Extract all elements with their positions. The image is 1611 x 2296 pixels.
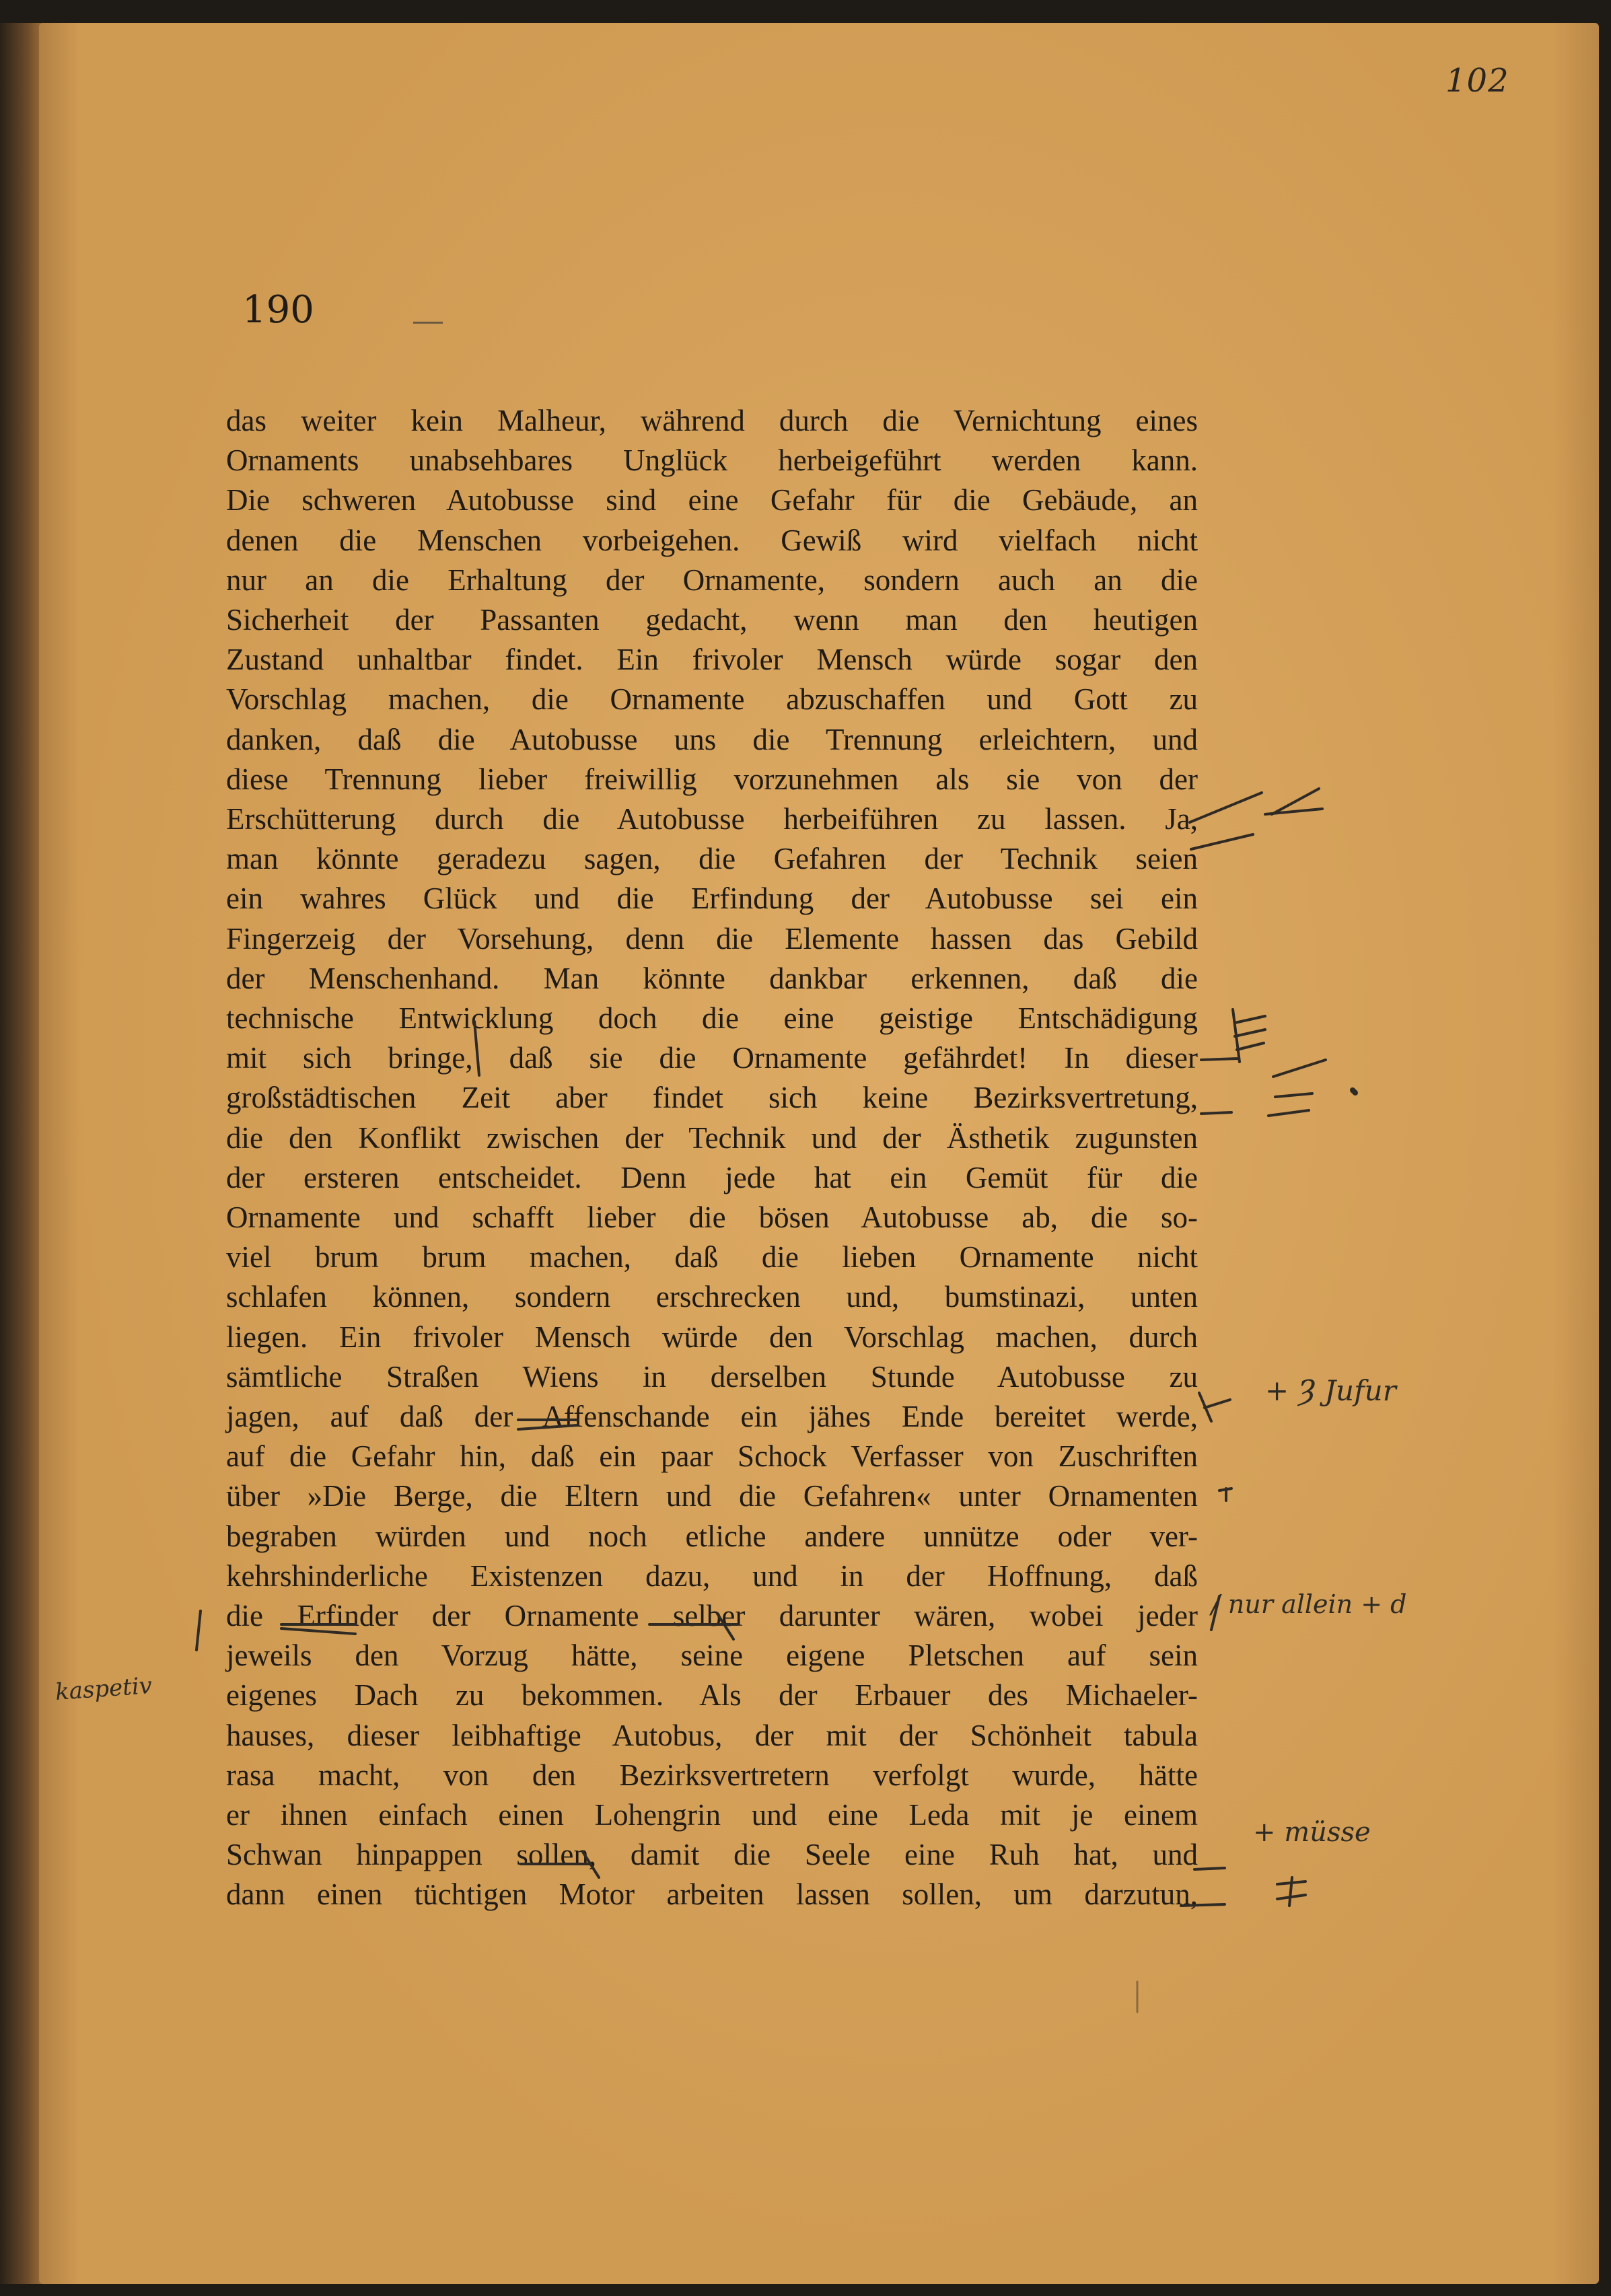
page-number: 190 [242, 288, 314, 332]
margin-note-right-2: / nur allein + d [1211, 1589, 1407, 1619]
text-line: Ornamente und schafft lieber die bösen Autobusse ab, die so- [226, 1200, 1198, 1234]
text-line: Erschütterung durch die Autobusse herbeiführen zu lassen. Ja, [226, 802, 1198, 836]
text-line: Die schweren Autobusse sind eine Gefahr für die Gebäude, an [226, 483, 1198, 517]
margin-note-right-3: + müsse [1253, 1817, 1371, 1848]
text-line: das weiter kein Malheur, während durch die Vernichtung eines [226, 404, 1198, 437]
text-line: Schwan hinpappen sollen, damit die Seele eine Ruh hat, und [226, 1838, 1198, 1872]
text-line: Sicherheit der Passanten gedacht, wenn man den heutigen [226, 603, 1198, 637]
text-line: rasa macht, von den Bezirksvertretern verfolgt wurde, hätte [226, 1758, 1198, 1792]
text-line: dann einen tüchtigen Motor arbeiten lassen sollen, um darzutun, [226, 1877, 1198, 1912]
text-line: mit sich bringe, daß sie die Ornamente gefährdet! In dieser [226, 1041, 1198, 1075]
text-line: der ersteren entscheidet. Denn jede hat ein Gemüt für die [226, 1160, 1198, 1194]
text-line: denen die Menschen vorbeigehen. Gewiß wird vielfach nicht [226, 523, 1198, 557]
text-line: Zustand unhaltbar findet. Ein frivoler Mensch würde sogar den [226, 643, 1198, 677]
text-line: kehrshinderliche Existenzen dazu, und in der Hoffnung, daß [226, 1558, 1198, 1593]
correction-mark [1265, 789, 1322, 814]
text-line: er ihnen einfach einen Lohengrin und eine Leda mit je einem [226, 1798, 1198, 1832]
text-line: liegen. Ein frivoler Mensch würde den Vorschlag machen, durch [226, 1320, 1198, 1354]
text-line: ein wahres Glück und die Erfindung der Autobusse sei ein [226, 882, 1198, 916]
text-line: man könnte geradezu sagen, die Gefahren der Technik seien [226, 842, 1198, 876]
text-line: diese Trennung lieber freiwillig vorzunehmen als sie von der [226, 762, 1198, 796]
text-line: sämtliche Straßen Wiens in derselben Stunde Autobusse zu [226, 1359, 1198, 1394]
text-line: die den Konflikt zwischen der Technik und der Ästhetik zugunsten [226, 1120, 1198, 1155]
text-line: großstädtischen Zeit aber findet sich keine Bezirksvertretung, [226, 1081, 1198, 1115]
text-line: viel brum brum machen, daß die lieben Ornamente nicht [226, 1240, 1198, 1275]
text-line: Vorschlag machen, die Ornamente abzuschaffen und Gott zu [226, 682, 1198, 717]
text-line: auf die Gefahr hin, daß ein paar Schock Verfasser von Zuschriften [226, 1439, 1198, 1474]
margin-note-left-1: kaspetiv [54, 1672, 153, 1706]
text-line: der Menschenhand. Man könnte dankbar erkennen, daß die [226, 961, 1198, 995]
text-line: nur an die Erhaltung der Ornamente, sondern auch an die [226, 563, 1198, 597]
text-line: jeweils den Vorzug hätte, seine eigene Pletschen auf sein [226, 1639, 1198, 1673]
text-line: technische Entwicklung doch die eine geistige Entschädigung [226, 1001, 1198, 1035]
text-line: danken, daß die Autobusse uns die Trennung erleichtern, und [226, 722, 1198, 756]
text-line: schlafen können, sondern erschrecken und, bumstinazi, unten [226, 1280, 1198, 1314]
handwritten-folio-number: 102 [1445, 62, 1509, 100]
text-line: über »Die Berge, die Eltern und die Gefahren« unter Ornamenten [226, 1479, 1198, 1513]
text-line: hauses, dieser leibhaftige Autobus, der mit der Schönheit tabula [226, 1718, 1198, 1752]
correction-stroke [1190, 793, 1262, 822]
hash-mark [1235, 1016, 1265, 1050]
text-line: jagen, auf daß der Affenschande ein jähes Ende bereitet werde, [226, 1400, 1198, 1433]
insertion-mark [1199, 1393, 1230, 1421]
text-line: eigenes Dach zu bekommen. Als der Erbauer des Michaeler- [226, 1678, 1198, 1713]
text-line: Fingerzeig der Vorsehung, denn die Elemente hassen das Gebild [226, 921, 1198, 956]
text-line: die Erfinder der Ornamente selber darunter wären, wobei jeder [226, 1599, 1198, 1633]
margin-note-right-1: + Ȝ Jufur [1265, 1374, 1396, 1407]
text-line: begraben würden und noch etliche andere unnütze oder ver- [226, 1519, 1198, 1553]
text-line: Ornaments unabsehbares Unglück herbeigeführt werden kann. [226, 443, 1198, 478]
